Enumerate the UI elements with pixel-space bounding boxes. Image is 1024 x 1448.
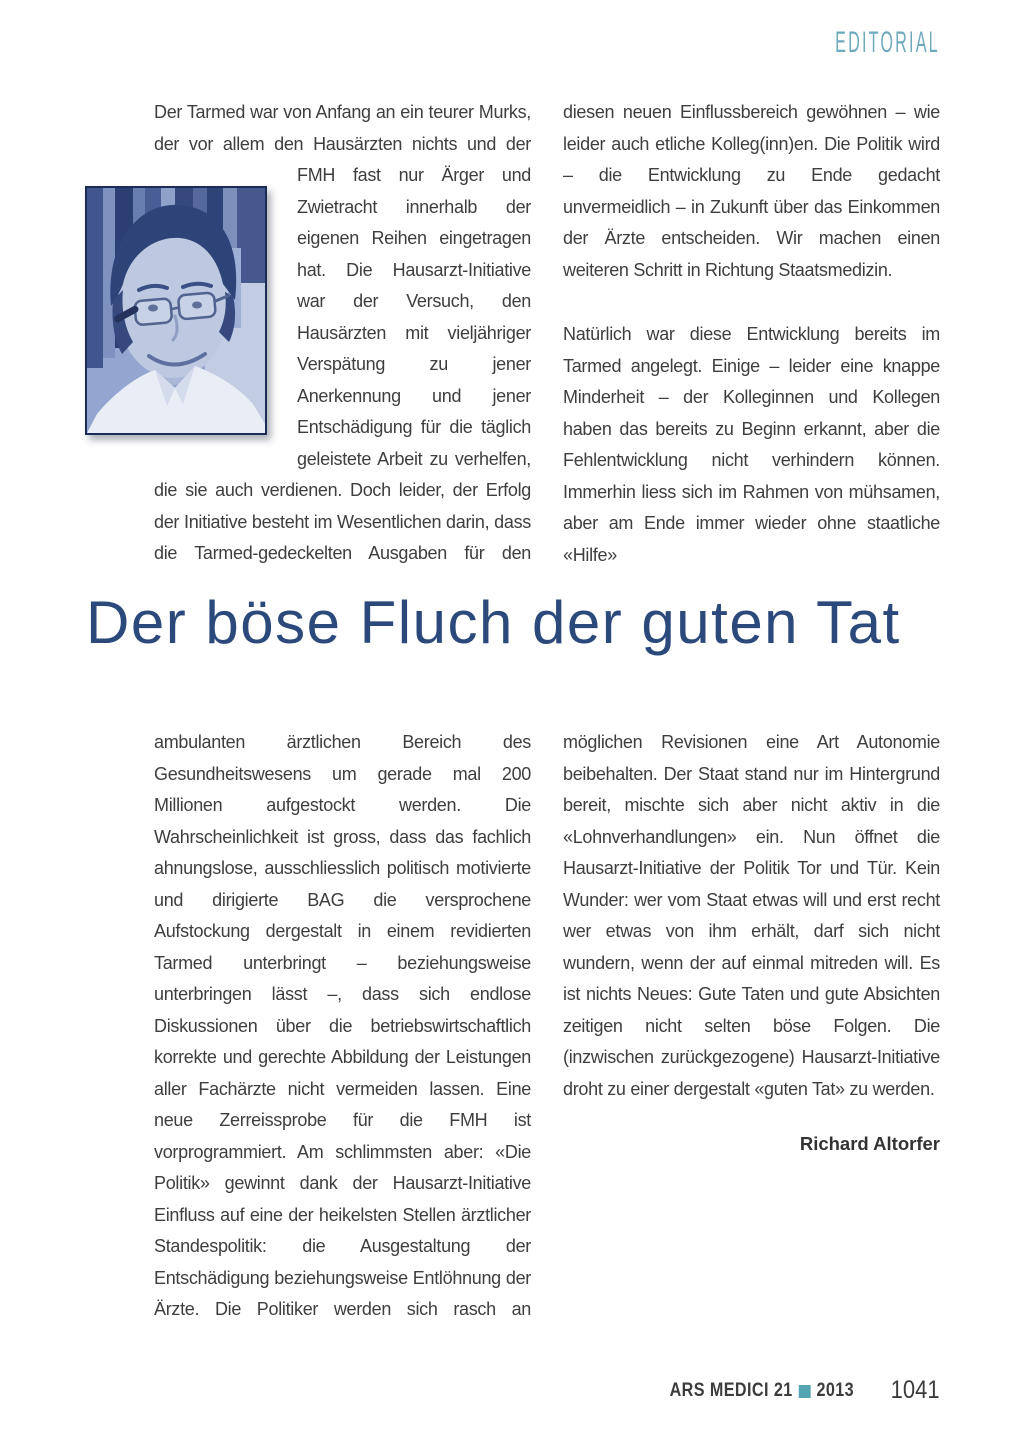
journal-name: ARS MEDICI 21 <box>669 1379 793 1401</box>
column-1 <box>154 97 531 571</box>
column-4 <box>563 727 940 1326</box>
author-name: Richard Altorfer <box>799 1133 940 1154</box>
page-title: Der böse Fluch der guten Tat <box>86 589 901 656</box>
portrait-photo <box>85 186 267 435</box>
column-3: ambulanten ärztlichen Bereich des Gesundheitswesens um gerade mal 200 Millionen aufgestockt werden. Die Wahrscheinlichkeit ist gross, dass das fachlich ahnungslose, ausschliesslich politisch motivierte und dirigierte BAG die versprochene Aufstockung dergestalt in einem revidierten Tarmed unterbringt – beziehungsweise unterbringen lässt –, dass sich endlose Diskussionen über die betriebswirtschaftlich korrekte und gerechte Abbildung der Leistungen aller Fachärzte nicht vermeiden lassen. Eine neue Zerreissprobe für die FMH ist vorprogrammiert. Am schlimmsten aber: «Die Politik» gewinnt dank der Hausarzt-Initiative Einfluss auf eine der heikelsten Stellen ärztlicher Standespolitik: die Ausgestaltung der Entschädigung beziehungsweise Entlöhnung der Ärzte. Die Politiker werden sich rasch an <box>154 732 531 1319</box>
page-footer <box>637 1376 940 1405</box>
column-2-paragraph-1: diesen neuen Einflussbereich gewöhnen – wie leider auch etliche Kolleg(inn)en. Die Politik wird – die Entwicklung zu Ende gedacht unvermeidlich – in Zukunft über das Einkommen der Ärzte entscheiden. Wir machen einen weiteren Schritt in Richtung Staatsmedizin. <box>563 102 940 280</box>
issue-year: 2013 <box>816 1379 855 1401</box>
column-2-paragraph-2: Natürlich war diese Entwicklung bereits im Tarmed angelegt. Einige – leider eine knappe Minderheit – der Kolleginnen und Kollegen haben das bereits zu Beginn erkannt, aber die Fehlentwicklung nicht verhindern können. Immerhin liess sich im Rahmen von mühsamen, aber am Ende immer wieder ohne staatliche «Hilfe» <box>563 324 940 565</box>
column-1-intro: Der Tarmed war von Anfang an ein teurer Murks, der vor allem den Hausärzten nichts und der FMH <box>154 102 531 185</box>
page-number: 1041 <box>891 1376 940 1404</box>
section-label: EDITORIAL <box>835 26 940 59</box>
journal-issue <box>670 1380 855 1402</box>
portrait-photo-art <box>87 188 265 433</box>
lower-text-block <box>154 727 940 1326</box>
column-2 <box>563 97 940 571</box>
upper-text-block <box>154 97 940 571</box>
column-4-paragraph: möglichen Revisionen eine Art Autonomie beibehalten. Der Staat stand nur im Hintergrund bereit, mischte sich aber nicht aktiv in die «Lohnverhandlungen» ein. Nun öffnet die Hausarzt-Initiative der Politik Tor und Tür. Kein Wunder: wer vom Staat etwas will und erst recht wer etwas von ihm erhält, darf sich nicht wundern, wenn der auf einmal mitreden will. Es ist nichts Neues: Gute Taten und gute Absichten zeitigen nicht selten böse Folgen. Die (inzwischen zurückgezogene) Hausarzt-Initiative droht zu einer dergestalt «guten Tat» zu werden. <box>563 732 940 1099</box>
column-1-rest: fast nur Ärger und Zwietracht innerhalb der eigenen Reihen eingetragen hat. Die Hausarzt-Initiative war der Versuch, den Hausärzten mit vieljähriger Verspätung zu jener Anerkennung und jener Entschädigung für die täglich geleistete Arbeit zu verhelfen, die sie auch verdienen. Doch leider, der Erfolg der Initiative besteht im Wesentlichen darin, dass die Tarmed-gedeckelten Ausgaben für den <box>154 165 532 563</box>
footer-square-icon <box>799 1385 811 1398</box>
